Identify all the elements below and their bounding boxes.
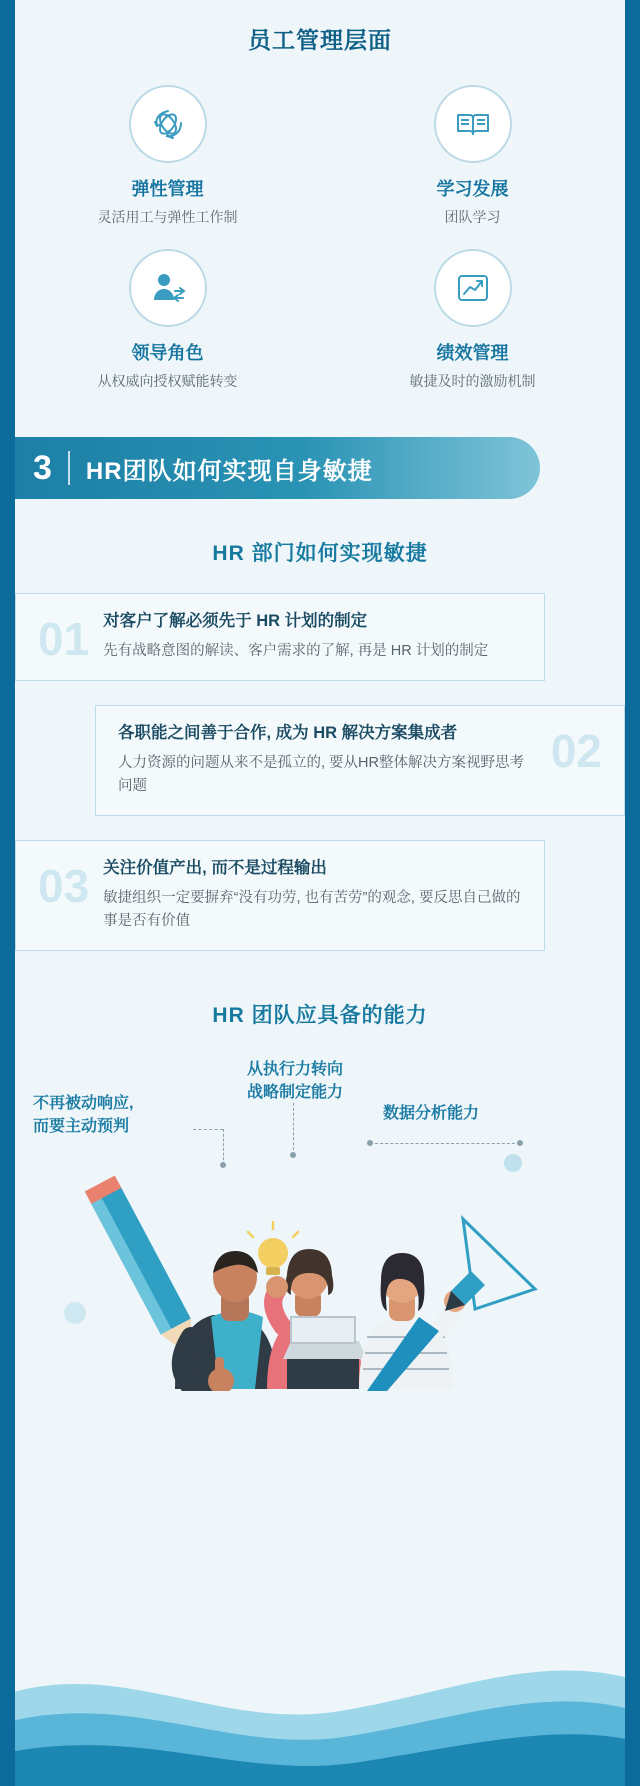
icon-circle: [129, 249, 207, 327]
card-title: 关注价值产出, 而不是过程输出: [103, 859, 327, 878]
card-title: 对客户了解必须先于 HR 计划的制定: [103, 612, 368, 630]
footer-wave: [0, 1636, 640, 1786]
grid-item-subtitle: 敏捷及时的激励机制: [409, 373, 536, 389]
ability-label-proactive: [33, 1093, 193, 1138]
card-number: 03: [38, 860, 90, 913]
person-center: [266, 1249, 367, 1389]
pen-graphic: [445, 1219, 535, 1311]
grid-item-flexibility: [15, 85, 320, 227]
hr-dept-heading: HR 部门如何实现敏捷: [212, 542, 428, 565]
grid-item-subtitle: 团队学习: [444, 209, 501, 225]
ability-label-strategy: [225, 1059, 365, 1104]
hr-dept-card-03: [15, 840, 545, 951]
hr-dept-card-01: [15, 593, 545, 681]
card-number: 01: [38, 613, 90, 665]
ability-label-line2: 而要主动预判: [33, 1117, 130, 1135]
ability-label-line1: 数据分析能力: [383, 1105, 480, 1123]
ability-label-line1: 不再被动响应,: [33, 1095, 134, 1113]
connector-line-1: [193, 1129, 223, 1130]
flexibility-icon: [147, 103, 189, 145]
card-title: 各职能之间善于合作, 成为 HR 解决方案集成者: [118, 724, 458, 743]
book-icon: [452, 103, 494, 145]
abilities-heading: HR 团队应具备的能力: [212, 1004, 428, 1028]
ability-label-data-analysis: [383, 1103, 543, 1125]
card-number: 02: [550, 725, 602, 778]
ability-label-line1: 从执行力转向: [246, 1061, 343, 1079]
grid-item-subtitle: 灵活用工与弹性工作制: [97, 209, 238, 225]
icon-circle: [434, 249, 512, 327]
chart-growth-icon: [452, 267, 494, 309]
abilities-illustration: [15, 1051, 625, 1371]
card-body: [118, 722, 537, 797]
icon-circle: [434, 85, 512, 163]
ability-label-line2: 战略制定能力: [246, 1083, 343, 1101]
team-illustration-graphic: [15, 1141, 625, 1391]
grid-item-learning: [320, 85, 625, 227]
grid-item-subtitle: 从权威向授权赋能转变: [97, 373, 238, 389]
card-description: 敏捷组织一定要摒弃“没有功劳, 也有苦劳”的观念, 要反思自己做的事是否有价值: [103, 890, 521, 929]
banner-title: HR团队如何实现自身敏捷: [85, 457, 373, 485]
hr-dept-card-02: [95, 705, 625, 816]
grid-item-title: 学习发展: [436, 179, 509, 199]
card-description: 先有战略意图的解读、客户需求的了解, 再是 HR 计划的制定: [103, 642, 489, 659]
card-body: [103, 857, 522, 932]
card-description: 人力资源的问题从来不是孤立的, 要从HR整体解决方案视野思考问题: [118, 755, 524, 794]
section-banner: [15, 437, 540, 499]
person-right: [359, 1253, 466, 1389]
card-body: [103, 610, 522, 662]
section-title-employee-management: 员工管理层面: [248, 27, 392, 53]
leader-role-icon: [147, 267, 189, 309]
section-banner-wrapper: [15, 437, 625, 499]
hr-dept-card-list: [15, 593, 625, 951]
icon-circle: [129, 85, 207, 163]
grid-item-performance: [320, 249, 625, 391]
employee-management-grid: [15, 85, 625, 391]
grid-item-title: 领导角色: [131, 343, 204, 363]
grid-item-title: 绩效管理: [436, 343, 509, 363]
grid-item-title: 弹性管理: [131, 179, 204, 199]
grid-item-leadership: [15, 249, 320, 391]
content-area: [15, 0, 625, 1786]
banner-number: 3: [33, 449, 52, 487]
